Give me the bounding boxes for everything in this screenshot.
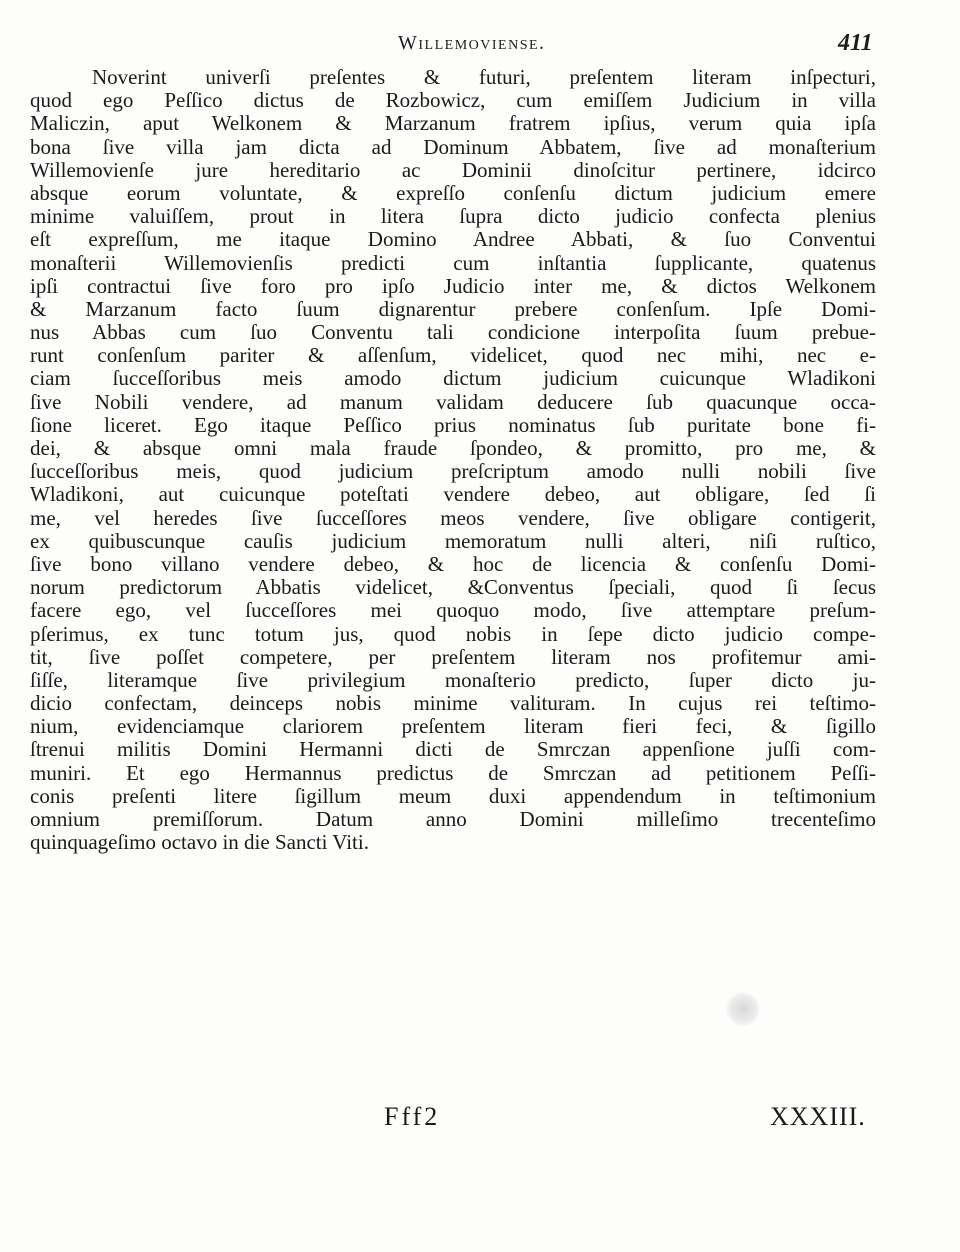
text-line: norum predictorum Abbatis videlicet, &Conventus ſpeciali, quod ſi ſecus [30, 575, 876, 600]
text-line: Willemovienſe jure hereditario ac Dominii dinoſcitur pertinere, idcirco [30, 157, 876, 182]
signature-mark: Fff2 [384, 1102, 441, 1131]
body-text [30, 66, 876, 854]
text-line: runt conſenſum pariter & aſſenſum, videlicet, quod nec mihi, nec e- [30, 343, 876, 368]
text-line: absque eorum voluntate, & expreſſo conſenſu dictum judicium emere [30, 180, 876, 205]
text-line: dicio confectam, deinceps nobis minime valituram. In cujus rei teſtimo- [30, 691, 876, 716]
running-title: Willemoviense. [398, 32, 546, 54]
text-line: tit, ſive poſſet competere, per preſentem literam nos profitemur ami- [30, 644, 876, 669]
text-line: me, vel heredes ſive ſucceſſores meos vendere, ſive obligare contigerit, [30, 505, 876, 530]
text-line: ſucceſſoribus meis, quod judicium preſcriptum amodo nulli nobili ſive [30, 459, 876, 484]
catchword: XXXIII. [770, 1102, 866, 1131]
text-line: bona ſive villa jam dicta ad Dominum Abbatem, ſive ad monaſterium [30, 134, 876, 159]
page-footer [0, 1102, 960, 1142]
ink-blot [726, 992, 760, 1026]
text-line: minime valuiſſem, prout in litera ſupra dicto judicio confecta plenius [30, 204, 876, 229]
text-line: pſerimus, ex tunc totum jus, quod nobis in ſepe dicto judicio compe- [30, 621, 876, 646]
text-line: nus Abbas cum ſuo Conventu tali condicione interpoſita ſuum prebue- [30, 320, 876, 345]
text-line: muniri. Et ego Hermannus predictus de Smrczan ad petitionem Peſſi- [30, 760, 876, 785]
text-line: ſtrenui militis Domini Hermanni dicti de Smrczan appenſione juſſi com- [30, 737, 876, 762]
text-line: Noverint univerſi preſentes & futuri, preſentem literam inſpecturi, [92, 65, 876, 89]
text-line: conis preſenti litere ſigillum meum duxi appendendum in teſtimonium [30, 783, 876, 808]
text-line: monaſterii Willemovienſis predicti cum inſtantia ſupplicante, quatenus [30, 250, 876, 275]
text-line: facere ego, vel ſucceſſores mei quoquo modo, ſive attemptare preſum- [30, 598, 876, 623]
text-line: nium, evidenciamque clariorem preſentem literam fieri feci, & ſigillo [30, 714, 876, 739]
running-head [0, 30, 960, 64]
page-number: 411 [838, 30, 873, 56]
text-line: ciam ſucceſſoribus meis amodo dictum judicium cuicunque Wladikoni [30, 366, 876, 391]
text-line: & Marzanum facto ſuum dignarentur prebere conſenſum. Ipſe Domi- [30, 296, 876, 321]
text-line: ex quibuscunque cauſis judicium memoratum nulli alteri, niſi ruſtico, [30, 528, 876, 553]
text-line: Maliczin, aput Welkonem & Marzanum fratrem ipſius, verum quia ipſa [30, 111, 876, 136]
text-line: ſive bono villano vendere debeo, & hoc de licencia & conſenſu Domi- [30, 551, 876, 576]
text-line: ſione liceret. Ego itaque Peſſico prius nominatus ſub puritate bone fi- [30, 412, 876, 437]
text-line: quod ego Peſſico dictus de Rozbowicz, cum emiſſem Judicium in villa [30, 88, 876, 113]
text-line: dei, & absque omni mala fraude ſpondeo, & promitto, pro me, & [30, 436, 876, 460]
text-line: quinquageſimo octavo in die Sancti Viti. [30, 830, 369, 855]
text-line: eſt expreſſum, me itaque Domino Andree Abbati, & ſuo Conventui [30, 227, 876, 252]
text-line: ſiſſe, literamque ſive privilegium monaſterio predicto, ſuper dicto ju- [30, 667, 876, 692]
text-line: ſive Nobili vendere, ad manum validam deducere ſub quacunque occa- [30, 389, 876, 414]
text-line: omnium premiſſorum. Datum anno Domini milleſimo trecenteſimo [30, 807, 876, 831]
text-line: Wladikoni, aut cuicunque poteſtati vendere debeo, aut obligare, ſed ſi [30, 482, 876, 507]
text-line: ipſi contractui ſive foro pro ipſo Judicio inter me, & dictos Welkonem [30, 273, 876, 298]
